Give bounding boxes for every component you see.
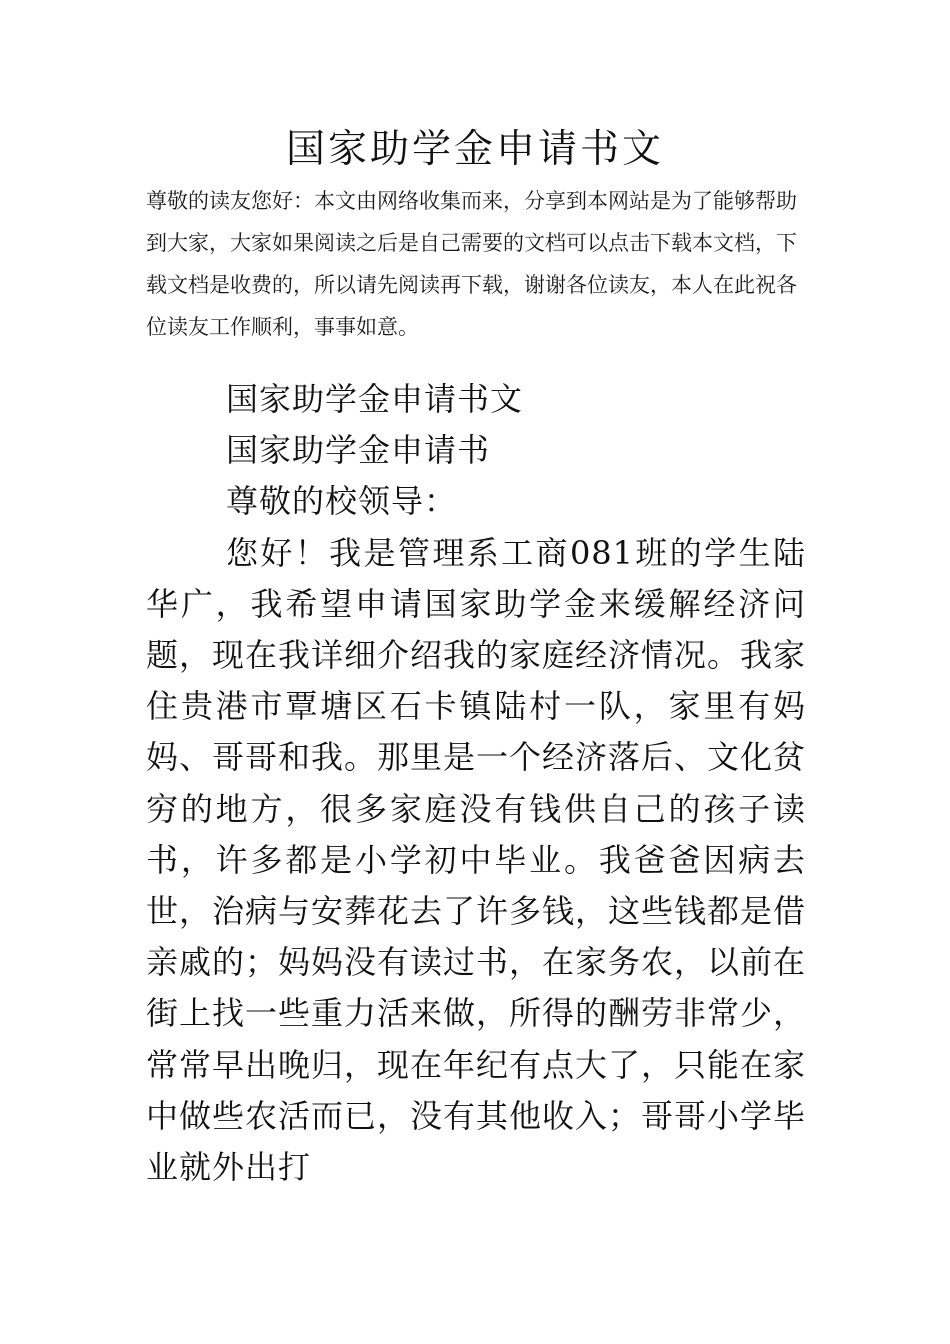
download-notice: 尊敬的读友您好：本文由网络收集而来，分享到本网站是为了能够帮助到大家，大家如果阅读之后是自己需要的文档可以点击下载本文档，下载文档是收费的，所以请先阅读再下载，谢谢各位读友，本人在此祝各位读友工作顺利，事事如意。	[146, 189, 797, 339]
document-title: 国家助学金申请书文	[285, 127, 664, 172]
body-paragraph: 您好！我是管理系工商081班的学生陆华广，我希望申请国家助学金来缓解经济问题，现在我详细介绍我的家庭经济情况。我家住贵港市覃塘区石卡镇陆村一队，家里有妈妈、哥哥和我。那里是一个经济落后、文化贫穷的地方，很多家庭没有钱供自己的孩子读书，许多都是小学初中毕业。我爸爸因病去世，治病与安葬花去了许多钱，这些钱都是借亲戚的；妈妈没有读过书，在家务农，以前在街上找一些重力活来做，所得的酬劳非常少，常常早出晚归，现在年纪有点大了，只能在家中做些农活而已，没有其他收入；哥哥小学毕业就外出打	[146, 533, 807, 1187]
heading-line: 国家助学金申请书文	[226, 380, 524, 418]
salutation: 尊敬的校领导：	[226, 482, 458, 521]
subheading-line: 国家助学金申请书	[226, 431, 491, 470]
document-body	[146, 374, 806, 1193]
